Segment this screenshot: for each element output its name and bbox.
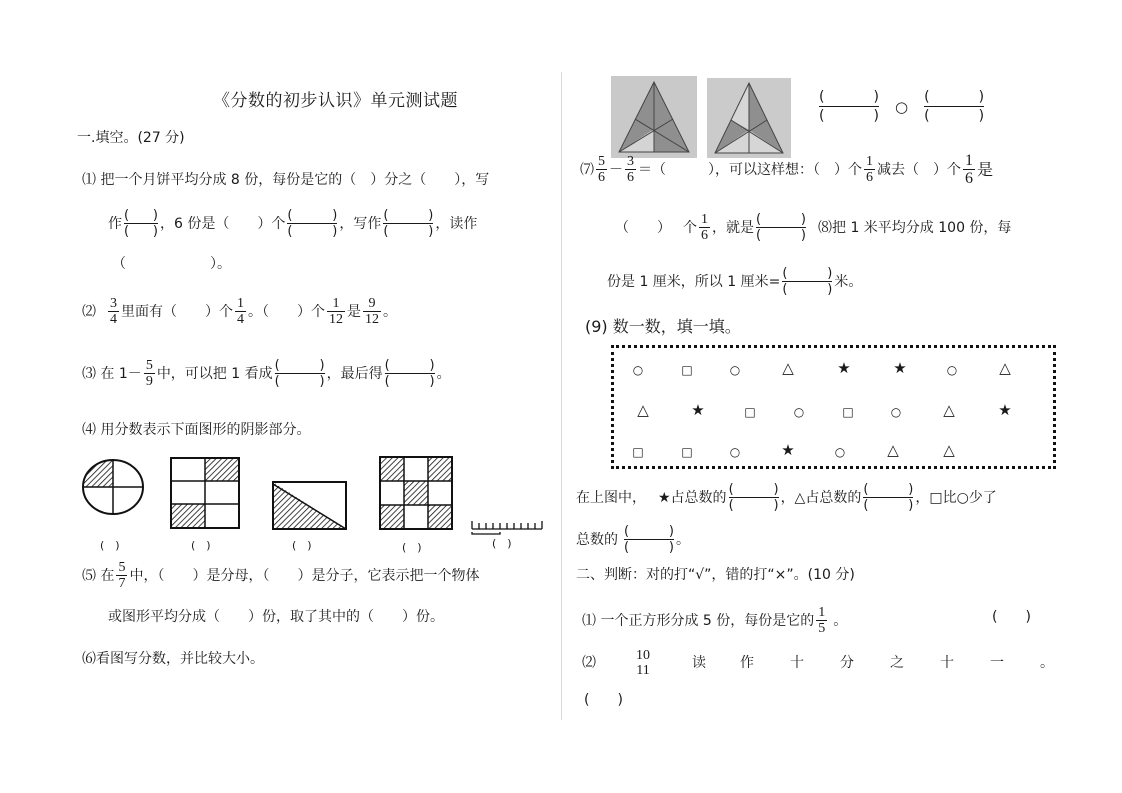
q2: ⑵ $\frac{3}{4}$ 里面有（ ）个 $\frac{1}{4}$ 。（ ）个 $\frac{1}{12}$ 是 $\frac{9}{12}$ 。	[82, 296, 397, 327]
q9-line1: 在上图中， ★占总数的 ( ) ( ) ，△占总数的 ( ) ( ) ，□比○少了	[576, 482, 997, 513]
q8-line2: 份是 1 厘米，所以 1 厘米= ( ) ( ) 米。	[607, 266, 863, 297]
q3: ⑶ 在 1－ $\frac{5}{9}$ 中，可以把 1 看成 ( ) ( ) ，最后得 ( ) ( ) 。	[82, 358, 451, 389]
star-shape: ★	[893, 359, 907, 377]
fraction-blank[interactable]: ( ) ( )	[287, 208, 338, 239]
fraction: $\frac{1}{6}$	[701, 212, 708, 243]
circle-shape: ○	[890, 405, 902, 419]
fraction: $\frac{5}{6}$	[598, 154, 605, 185]
q6-text: ⑹看图写分数，并比较大小。	[82, 651, 264, 667]
judge-q2: ⑵ 10 11 读 作 十 分 之 十 一 。	[582, 648, 1054, 678]
grid-2x3-figure	[171, 458, 239, 528]
fraction: $\frac{3}{4}$	[110, 296, 117, 327]
ruler-figure	[472, 521, 542, 534]
circle-shape: ○	[793, 405, 805, 419]
q1-line1: ⑴ 把一个月饼平均分成 8 份，每份是它的（ ）分之（ ），写	[82, 172, 490, 188]
fraction-blank[interactable]: ( ) ( )	[924, 89, 985, 124]
q9-shape-box	[611, 345, 1056, 469]
square-shape: □	[744, 405, 756, 419]
fraction: $\frac{3}{6}$	[627, 154, 634, 185]
fraction: $\frac{1}{12}$	[329, 296, 343, 327]
q5-line2: 或图形平均分成（ ）份，取了其中的（ ）份。	[108, 609, 444, 625]
triangle-shape: △	[782, 359, 794, 377]
star-shape: ★	[998, 401, 1012, 419]
q6-triangle-2	[707, 78, 791, 158]
circle-shape: ○	[946, 363, 958, 377]
q7-line2: （ ） 个 $\frac{1}{6}$ ，就是 ( ) ( ) ⑻把 1 米平均分成 100 份，每	[615, 212, 1012, 243]
triangle-shape: △	[999, 359, 1011, 377]
column-divider	[561, 72, 562, 720]
q1-line3-blank[interactable]: （ ）。	[112, 256, 231, 272]
fraction-blank[interactable]: ( ) ( )	[819, 89, 879, 124]
fraction-blank[interactable]: ( ) ( )	[863, 482, 914, 513]
circle-shape: ○	[834, 445, 846, 459]
fraction-blank[interactable]: ( ) ( )	[384, 358, 435, 389]
star-shape: ★	[691, 401, 705, 419]
q4-answer-rectangle[interactable]: ( )	[292, 539, 312, 552]
fraction-blank[interactable]: ( ) ( )	[124, 208, 158, 239]
q9-line2: 总数的 ( ) ( ) 。	[576, 524, 690, 555]
fraction: $\frac{1}{5}$	[818, 605, 826, 636]
circle-shape: ○	[729, 445, 741, 459]
compare-circle[interactable]: ○	[895, 97, 909, 116]
q4-answer-grid-2x3[interactable]: ( )	[191, 539, 211, 552]
page-title: 《分数的初步认识》单元测试题	[213, 91, 458, 111]
fraction-blank[interactable]: ( ) ( )	[756, 212, 806, 243]
circle-shape: ○	[632, 363, 644, 377]
square-shape: □	[681, 363, 693, 377]
star-shape: ★	[781, 441, 795, 459]
fraction: 10 11	[636, 648, 650, 678]
q6-compare	[817, 88, 986, 125]
square-shape: □	[842, 405, 854, 419]
triangle-shape: △	[943, 441, 955, 459]
rectangle-diagonal-figure	[273, 482, 346, 529]
q5-line1: ⑸ 在 $\frac{5}{7}$ 中，（ ）是分母，（ ）是分子，它表示把一个物体	[82, 560, 480, 591]
q1-line2: 作 ( ) ( ) ，6 份是（ ）个 ( ) ( ) ，写作 ( ) ( ) ，读作	[108, 208, 478, 239]
q7-count-blank[interactable]: （ ）	[615, 219, 671, 236]
fraction: $\frac{5}{7}$	[118, 560, 126, 591]
q4-answer-ruler[interactable]: ( )	[492, 537, 512, 550]
section-2-heading: 二、判断：对的打“√”，错的打“×”。(10 分)	[576, 567, 855, 583]
q7-line1: ⑺ $\frac{5}{6}$ － $\frac{3}{6}$ ＝（ ），可以这样想：（ ）个 $\frac{1}{6}$ 减去（ ）个 $\frac{1}{6}$ 是	[580, 152, 994, 187]
q9-title: (9) 数一数，填一填。	[585, 317, 741, 336]
q4-text: ⑷ 用分数表示下面图形的阴影部分。	[82, 422, 311, 438]
grid-3x3-figure	[380, 457, 452, 529]
triangle-shape: △	[887, 441, 899, 459]
judge-q1-answer[interactable]: ( )	[992, 609, 1031, 625]
judge-q1: ⑴ 一个正方形分成 5 份，每份是它的 $\frac{1}{5}$ 。	[582, 605, 848, 636]
fraction-blank[interactable]: ( ) ( )	[624, 524, 674, 555]
judge-q2-answer[interactable]: ( )	[584, 692, 623, 708]
fraction: $\frac{1}{4}$	[237, 296, 244, 327]
q4-answer-circle[interactable]: ( )	[100, 539, 120, 552]
q4-answer-grid-3x3[interactable]: ( )	[402, 541, 422, 554]
fraction-blank[interactable]: ( ) ( )	[274, 358, 325, 389]
square-shape: □	[681, 445, 693, 459]
q4-figures	[75, 452, 555, 552]
fraction-blank[interactable]: ( ) ( )	[782, 266, 833, 297]
fraction: $\frac{1}{6}$	[866, 154, 873, 185]
section-1-heading: 一.填空。(27 分)	[77, 130, 185, 146]
fraction-blank[interactable]: ( ) ( )	[728, 482, 779, 513]
square-shape: □	[632, 445, 644, 459]
fraction: $\frac{1}{6}$	[965, 152, 973, 187]
circle-shape: ○	[729, 363, 741, 377]
triangle-shape: △	[943, 401, 955, 419]
q6-triangle-1	[611, 76, 697, 158]
fraction: $\frac{9}{12}$	[365, 296, 379, 327]
fraction-blank[interactable]: ( ) ( )	[383, 208, 434, 239]
triangle-shape: △	[637, 401, 649, 419]
star-shape: ★	[837, 359, 851, 377]
circle-quarters-figure	[83, 460, 143, 514]
fraction: $\frac{5}{9}$	[145, 358, 153, 389]
